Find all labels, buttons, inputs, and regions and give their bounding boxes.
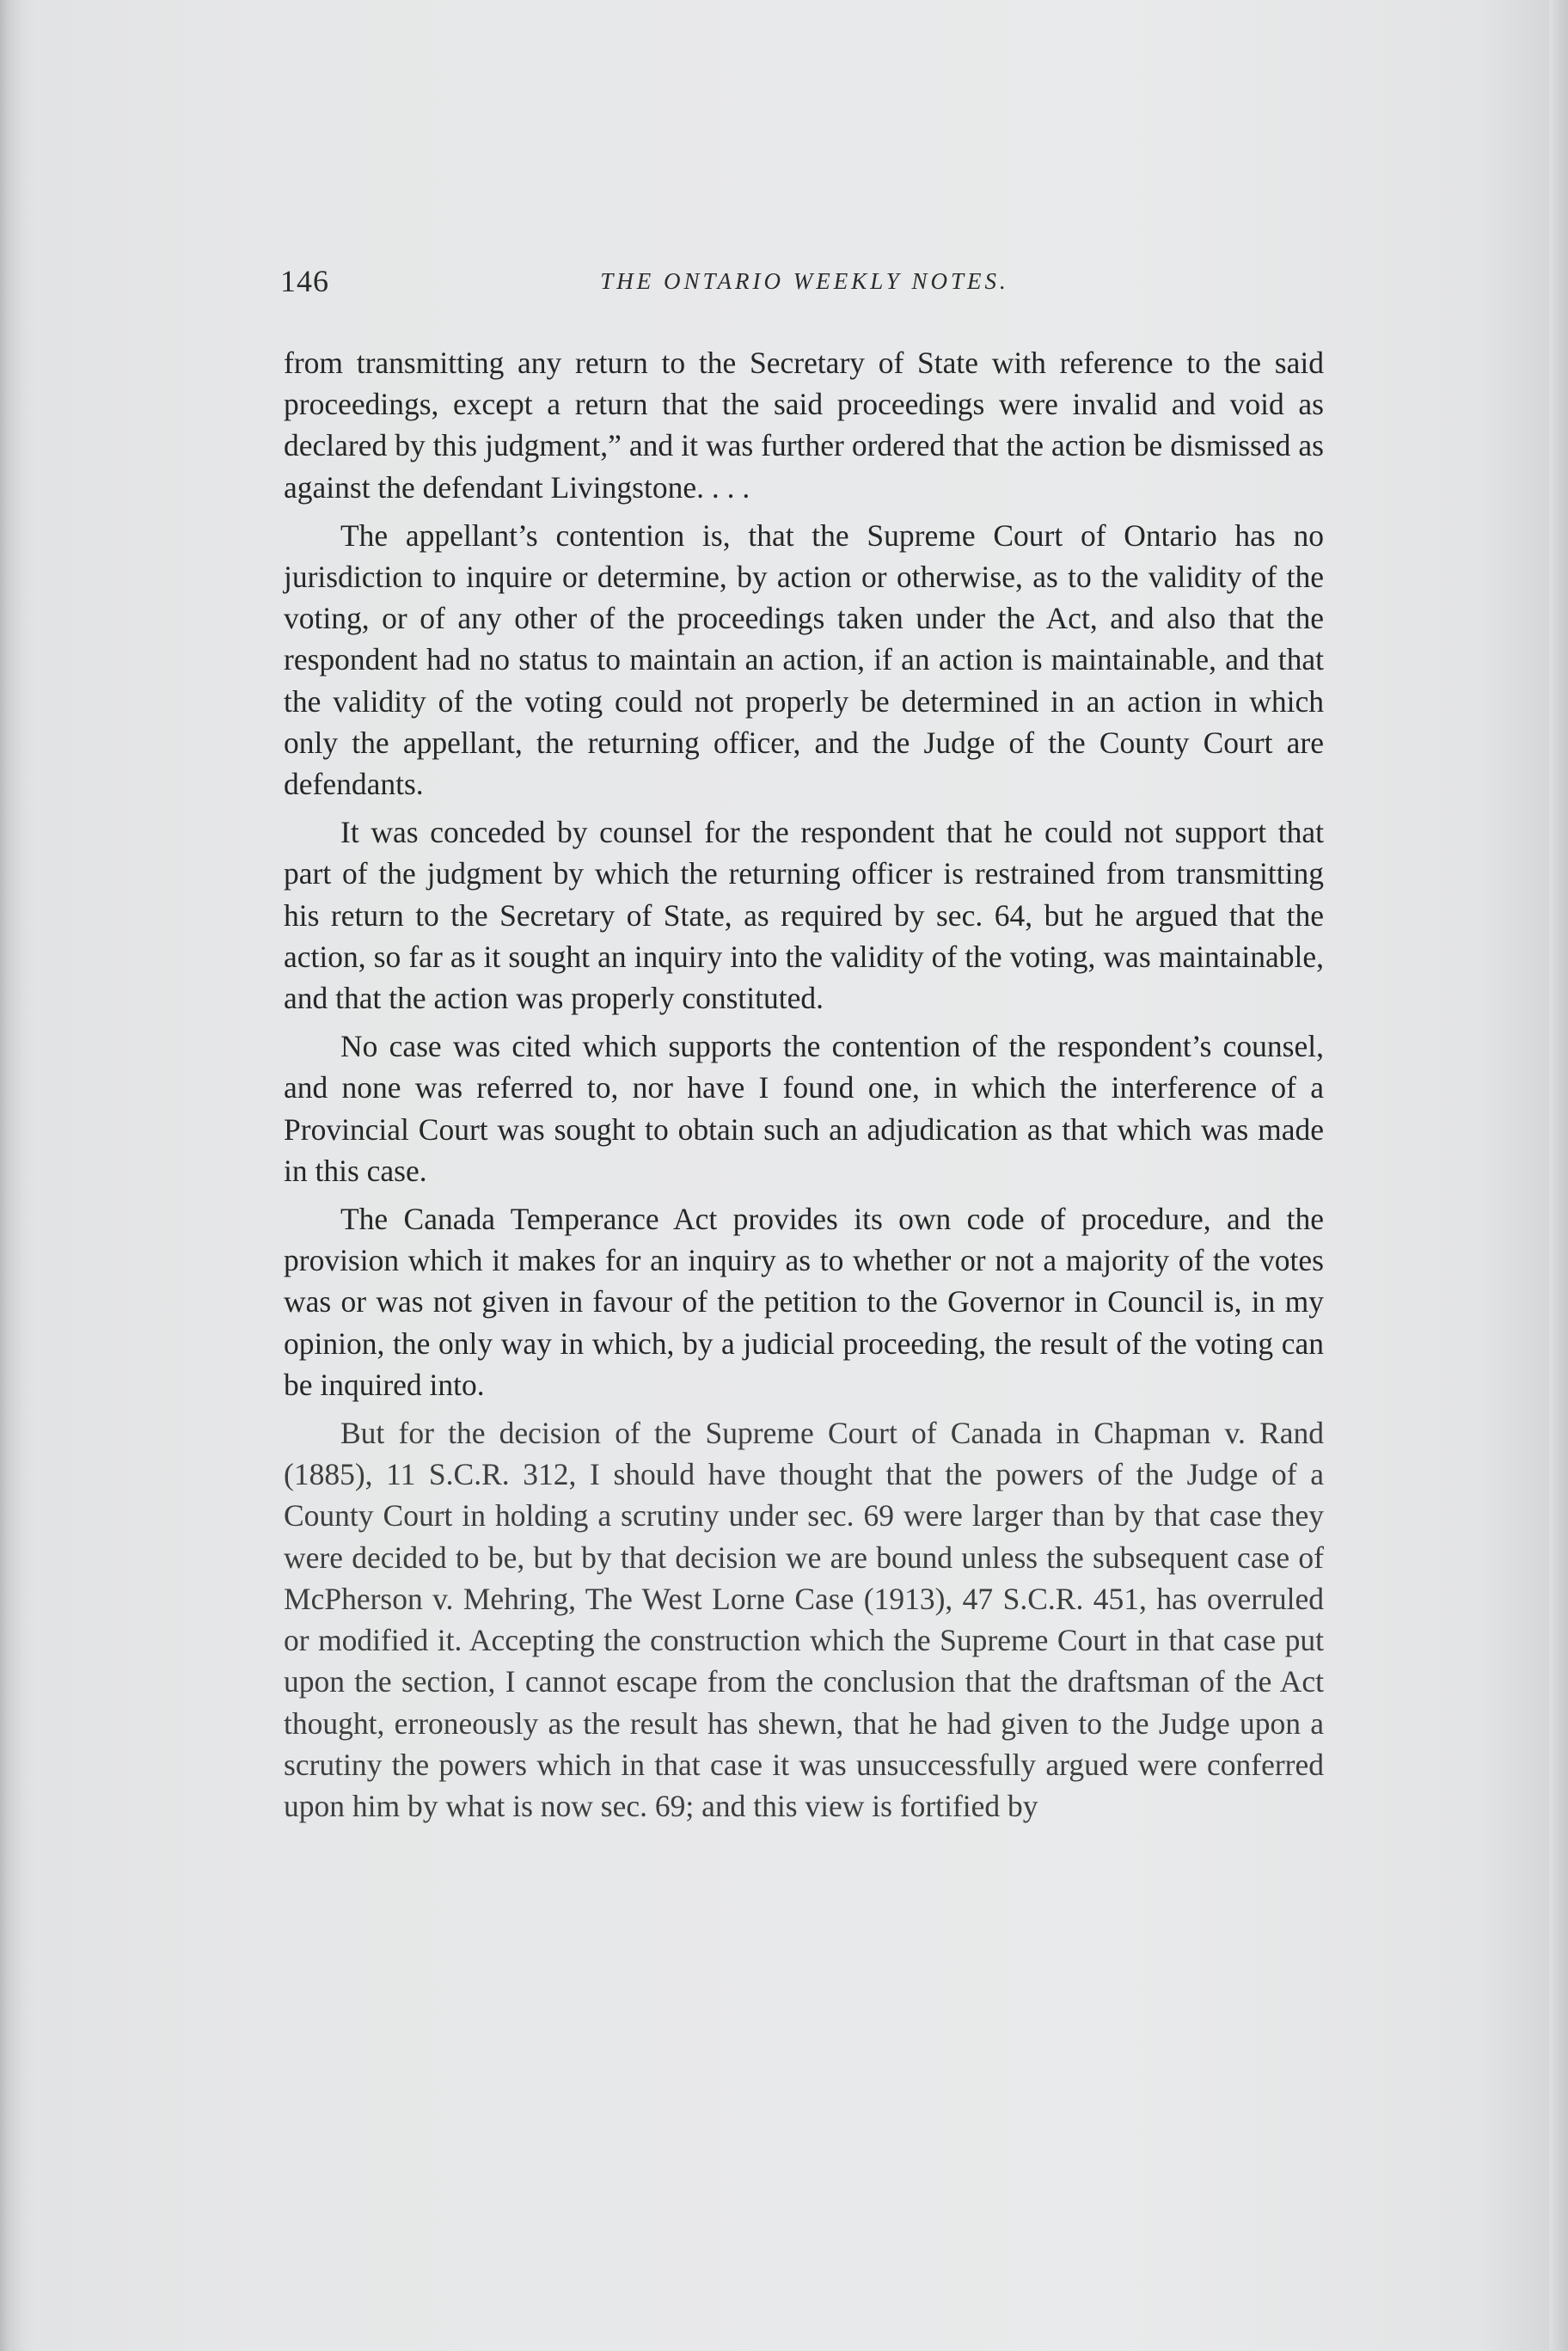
paragraph-temperance-act: The Canada Temperance Act provides its own code of procedure, and the provision which it makes for an inquiry as to whether or not a majority of the votes was or was not given in favour of the petition to the Governor in Council is, in my opinion, the only way in which, by a judicial proceeding, the result of the voting can be inquired into.	[284, 1202, 1324, 1402]
paragraph-counsel-concession: It was conceded by counsel for the respondent that he could not support that part of the judgment by which the returning officer is restrained from transmitting his return to the Secretary of State, as required by sec. 64, but he argued that the action, so far as it sought an inquiry into the validity of the voting, was maintainable, and that the action was properly constituted.	[284, 815, 1324, 1016]
paragraph-chapman-v-rand: But for the decision of the Supreme Court of Canada in Chapman v. Rand (1885), 11 S.C.R. 312, I should have thought that the powers of the Judge of a County Court in holding a scrutiny under sec. 69 were larger than by that case they were decided to be, but by that decision we are bound unless the subsequent case of McPherson v. Mehring, The West Lorne Case (1913), 47 S.C.R. 451, has overruled or modified it. Accepting the construction which the Supreme Court in that case put upon the section, I cannot escape from the conclusion that the draftsman of the Act thought, erroneously as the result has shewn, that he had given to the Judge upon a scrutiny the powers which in that case it was unsuccessfully argued were conferred upon him by what is now sec. 69; and this view is fortified by	[284, 1416, 1324, 1823]
paragraph-continuation: from transmitting any return to the Secretary of State with reference to the said proceedings, except a return that the said proceedings were invalid and void as declared by this judgment,” and it was further ordered that the action be dismissed as against the defendant Livingstone. . . .	[284, 346, 1324, 505]
running-title: THE ONTARIO WEEKLY NOTES.	[600, 268, 1009, 294]
body-text	[284, 342, 1324, 1834]
paragraph-appellant-contention: The appellant’s contention is, that the Supreme Court of Ontario has no jurisdiction to inquire or determine, by action or otherwise, as to the validity of the voting, or of any other of the proceedings taken under the Act, and also that the respondent had no status to maintain an action, if an action is maintainable, and that the validity of the voting could not properly be determined in an action in which only the appellant, the returning officer, and the Judge of the County Court are defendants.	[284, 517, 1324, 802]
page-right-edge	[1549, 0, 1568, 2351]
paragraph-no-case-cited: No case was cited which supports the contention of the respondent’s counsel, and none was referred to, nor have I found one, in which the interference of a Provincial Court was sought to obtain such an adjudication as that which was made in this case.	[284, 1029, 1324, 1188]
page-header	[280, 263, 1329, 315]
page-number: 146	[280, 264, 329, 298]
page-left-edge	[0, 0, 22, 2351]
